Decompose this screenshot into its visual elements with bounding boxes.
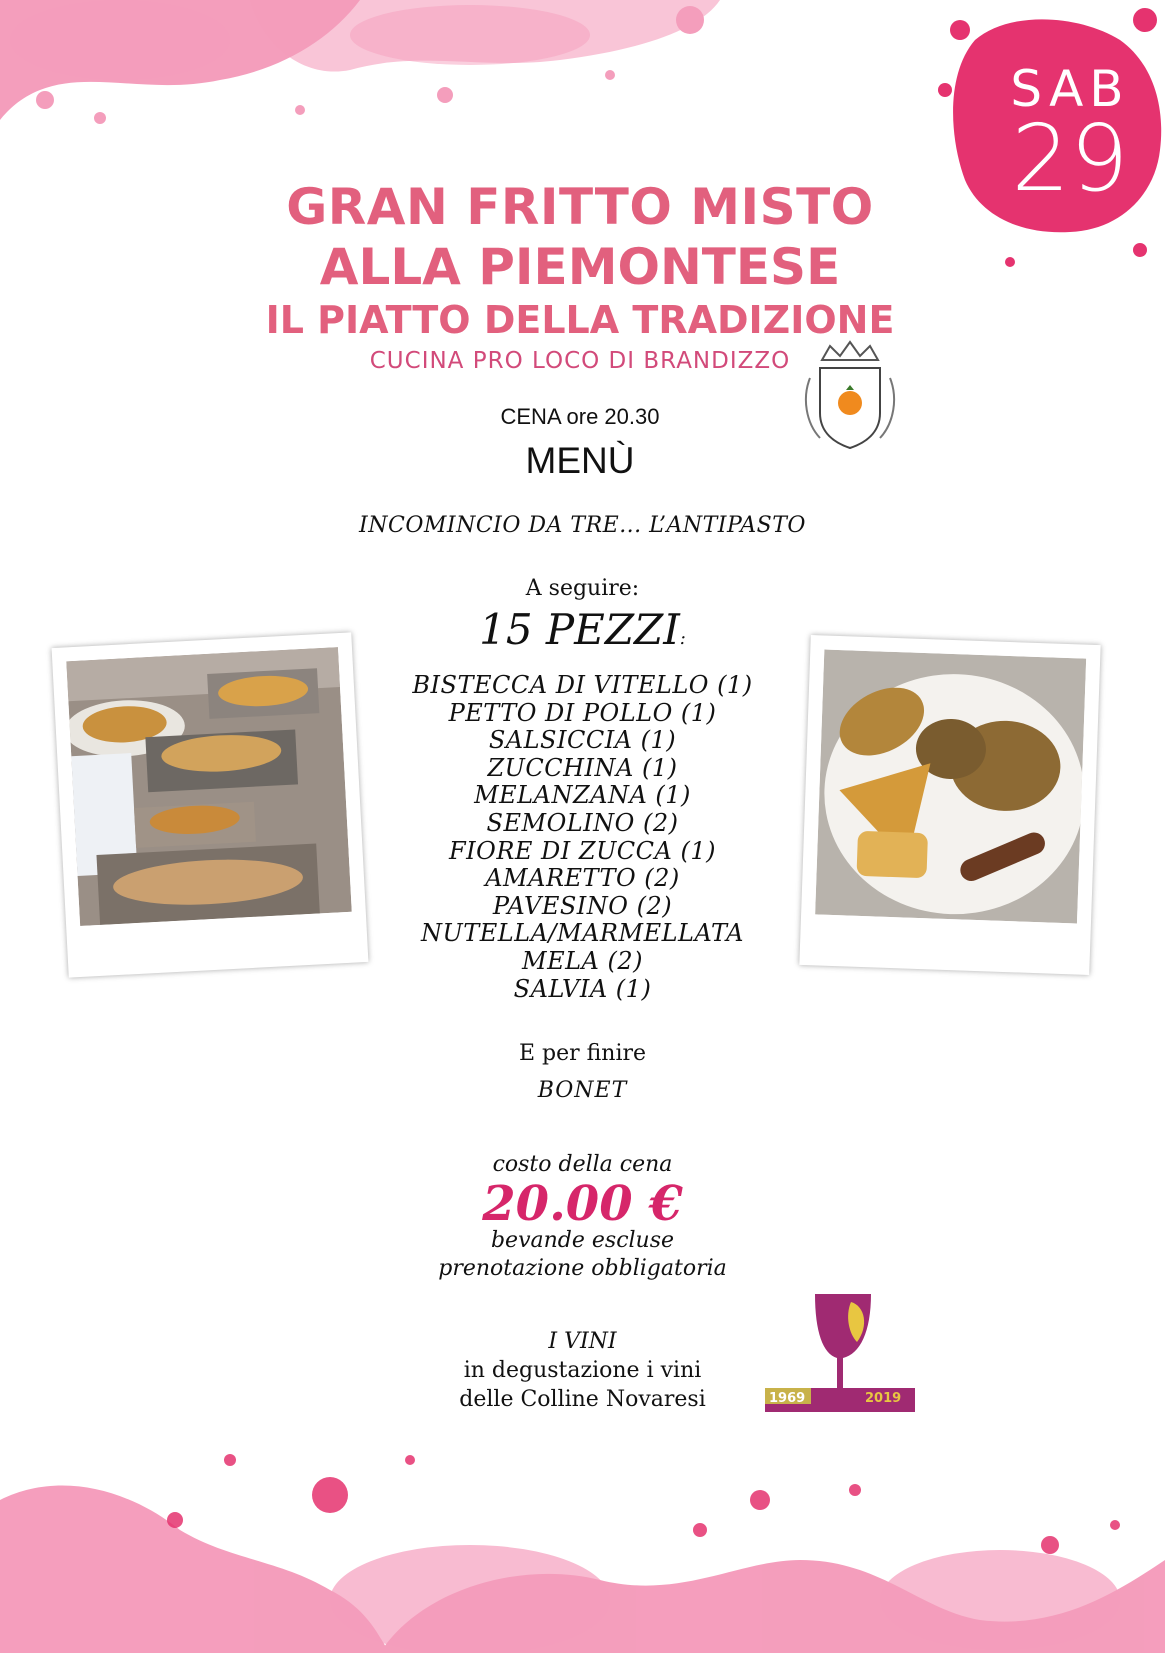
date-badge xyxy=(990,50,1150,220)
wine-anniversary-logo xyxy=(765,1292,915,1417)
dessert-name: BONET xyxy=(537,1078,628,1103)
wines-line-1: in degustazione i vini xyxy=(463,1358,702,1383)
title-line-3: IL PIATTO DELLA TRADIZIONE xyxy=(265,298,895,342)
wines-line-2: delle Colline Novaresi xyxy=(459,1387,706,1412)
price-note-booking: prenotazione obbligatoria xyxy=(438,1256,727,1281)
title-line-2: ALLA PIEMONTESE xyxy=(319,238,841,296)
menu-title: MENÙ xyxy=(525,440,635,481)
pieces-colon: : xyxy=(679,628,686,649)
photo-frying-station xyxy=(52,632,369,977)
wines-title: I VINI xyxy=(548,1329,617,1354)
list-item: PAVESINO (2) xyxy=(492,891,673,920)
coat-of-arms-icon xyxy=(800,338,900,458)
fried-plate-image xyxy=(815,650,1086,924)
list-item: NUTELLA/MARMELLATA xyxy=(420,919,745,948)
list-item: SALVIA (1) xyxy=(513,974,652,1003)
list-item: SALSICCIA (1) xyxy=(488,726,677,755)
date-number: 29 xyxy=(1011,105,1129,212)
list-item: AMARETTO (2) xyxy=(485,864,680,893)
date-day: SAB xyxy=(1010,60,1130,118)
price-value: 20.00 € xyxy=(482,1176,683,1232)
subtitle: CUCINA PRO LOCO DI BRANDIZZO xyxy=(369,348,791,374)
pieces-title-text: 15 PEZZI xyxy=(479,605,680,654)
list-item: BISTECCA DI VITELLO (1) xyxy=(412,671,753,699)
list-item: MELANZANA (1) xyxy=(474,781,691,810)
list-item: SEMOLINO (2) xyxy=(486,808,679,837)
logo-year-start: 1969 xyxy=(769,1391,806,1406)
frying-station-image xyxy=(66,647,351,926)
list-item: FIORE DI ZUCCA (1) xyxy=(449,836,716,865)
dessert-intro: E per finire xyxy=(518,1041,647,1066)
photo-fried-plate xyxy=(799,635,1100,975)
menu-intro: A seguire: xyxy=(525,576,640,601)
title-line-1: GRAN FRITTO MISTO xyxy=(286,178,874,236)
price-note-drinks: bevande escluse xyxy=(490,1228,675,1253)
list-item: MELA (2) xyxy=(522,946,643,975)
list-item: ZUCCHINA (1) xyxy=(487,753,678,782)
list-item: PETTO DI POLLO (1) xyxy=(448,698,717,727)
dinner-time: CENA ore 20.30 xyxy=(500,404,660,429)
antipasto-line: INCOMINCIO DA TRE... L’ANTIPASTO xyxy=(359,513,806,538)
price-label: costo della cena xyxy=(492,1152,673,1177)
logo-year-end: 2019 xyxy=(865,1391,902,1406)
